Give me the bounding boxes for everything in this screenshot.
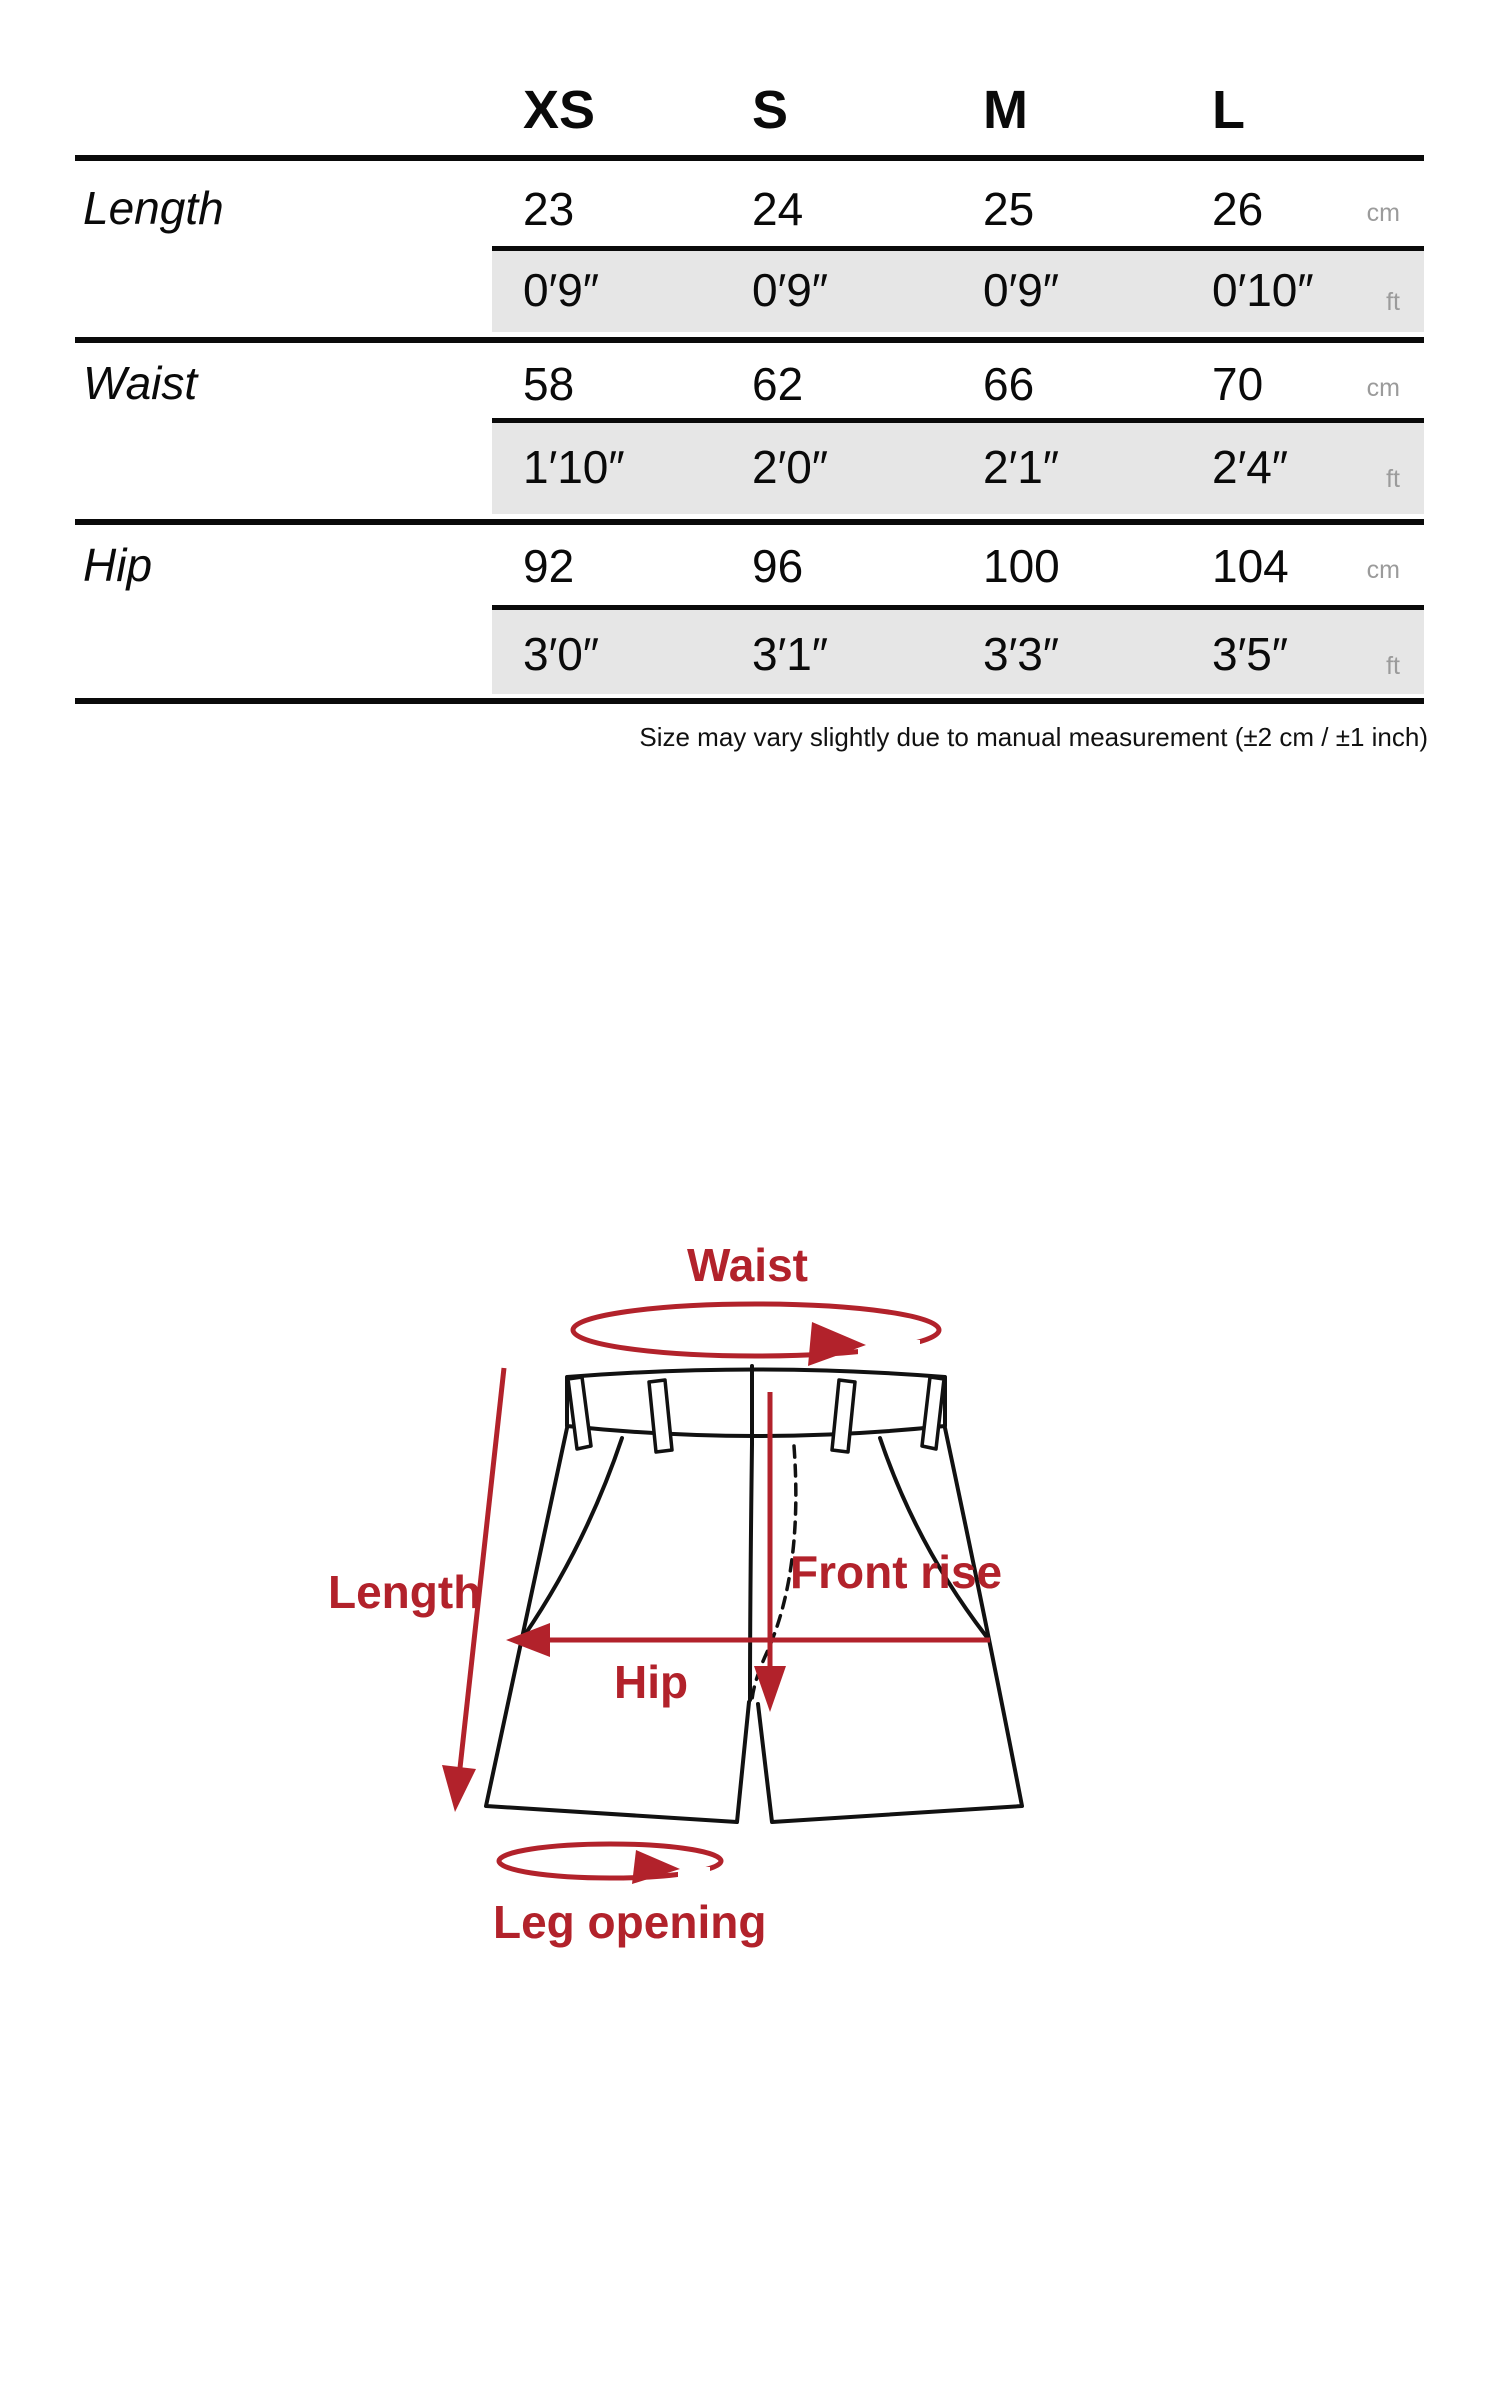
cell-hip-m-cm: 100 [983, 540, 1060, 592]
size-col-header-l: L [1212, 80, 1245, 140]
shorts-right-leg [758, 1428, 1022, 1822]
waist-circumference-arrow [573, 1304, 939, 1366]
cell-length-xs-cm: 23 [523, 183, 575, 235]
measurement-disclaimer: Size may vary slightly due to manual measurement (±2 cm / ±1 inch) [639, 722, 1428, 752]
table-rule [75, 519, 1424, 525]
cell-length-s-cm: 24 [752, 183, 804, 235]
unit-label-ft: ft [1386, 652, 1400, 680]
cell-waist-m-ft: 2′1″ [983, 441, 1060, 493]
diagram-label-waist: Waist [687, 1239, 808, 1291]
cell-waist-l-cm: 70 [1212, 358, 1264, 410]
cell-length-l-ft: 0′10″ [1212, 264, 1314, 316]
size-col-header-s: S [752, 80, 789, 140]
table-rule [75, 698, 1424, 704]
unit-label-cm: cm [1366, 556, 1400, 584]
table-rule [75, 155, 1424, 161]
size-col-header-m: M [983, 80, 1028, 140]
diagram-label-front-rise: Front rise [790, 1546, 1003, 1598]
cell-hip-m-ft: 3′3″ [983, 628, 1060, 680]
row-label-waist: Waist [83, 357, 198, 409]
arrowhead [442, 1765, 476, 1812]
center-front-seam [750, 1366, 752, 1700]
cell-length-m-ft: 0′9″ [983, 264, 1060, 316]
cell-hip-s-cm: 96 [752, 540, 804, 592]
cell-length-m-cm: 25 [983, 183, 1035, 235]
cell-waist-s-cm: 62 [752, 358, 804, 410]
cell-waist-m-cm: 66 [983, 358, 1035, 410]
cell-hip-xs-ft: 3′0″ [523, 628, 600, 680]
row-label-length: Length [83, 182, 224, 234]
cell-length-s-ft: 0′9″ [752, 264, 829, 316]
unit-label-cm: cm [1366, 374, 1400, 402]
diagram-label-length: Length [328, 1566, 482, 1618]
diagram-label-hip: Hip [614, 1656, 689, 1708]
cell-length-xs-ft: 0′9″ [523, 264, 600, 316]
front-rise-arrow [754, 1392, 786, 1712]
cell-hip-l-cm: 104 [1212, 540, 1289, 592]
shorts-left-leg [486, 1428, 749, 1822]
shorts-waistband [567, 1370, 945, 1437]
table-rule [75, 337, 1424, 343]
cell-waist-xs-cm: 58 [523, 358, 575, 410]
unit-label-cm: cm [1366, 199, 1400, 227]
size-col-header-xs: XS [523, 80, 596, 140]
unit-label-ft: ft [1386, 465, 1400, 493]
cell-hip-xs-cm: 92 [523, 540, 575, 592]
row-label-hip: Hip [83, 539, 153, 591]
cell-waist-l-ft: 2′4″ [1212, 441, 1289, 493]
arrowhead [808, 1322, 866, 1366]
cell-hip-l-ft: 3′5″ [1212, 628, 1289, 680]
cell-waist-s-ft: 2′0″ [752, 441, 829, 493]
cell-length-l-cm: 26 [1212, 183, 1264, 235]
unit-label-ft: ft [1386, 288, 1400, 316]
cell-waist-xs-ft: 1′10″ [523, 441, 625, 493]
cell-hip-s-ft: 3′1″ [752, 628, 829, 680]
diagram-label-leg-opening: Leg opening [493, 1896, 767, 1948]
leg-opening-arrow [499, 1844, 721, 1884]
